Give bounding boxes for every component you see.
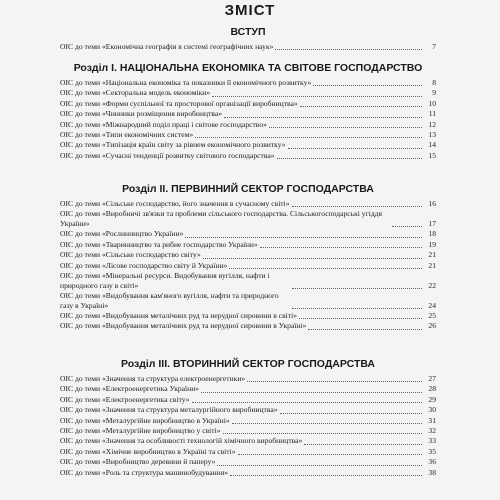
toc-entry[interactable]: [60, 447, 436, 457]
toc-entry-text: ОІС до теми «Типи економічних систем»: [60, 130, 194, 140]
toc-entry-text: ОІС до теми «Рослинництво України»: [60, 229, 184, 239]
toc-entry[interactable]: [60, 436, 436, 446]
toc-entry[interactable]: [60, 468, 436, 478]
dot-leader: [288, 147, 422, 149]
toc-entry[interactable]: [60, 321, 436, 331]
toc-entry-text: ОІС до теми «Типізація країн світу за рівнем економічного розвитку»: [60, 140, 286, 150]
dot-leader: [201, 391, 422, 393]
toc-entry-text: ОІС до теми «Виробництво деревини й паперу»: [60, 457, 216, 467]
toc-entry-text: ОІС до теми «Видобування металічних руд та нерудної сировини в світі»: [60, 311, 298, 321]
toc-entry-text: ОІС до теми «Металургійне виробництво у світі»: [60, 426, 221, 436]
toc-entry-page: 16: [428, 199, 436, 208]
toc-entry-page: 8: [432, 78, 436, 87]
toc-entry-text: ОІС до теми «Значення та структура металургійного виробництва»: [60, 405, 278, 415]
toc-entry-text: ОІС до теми «Роль та структура машинобудування»: [60, 467, 229, 477]
toc-entry[interactable]: [60, 311, 436, 321]
dot-leader: [212, 95, 422, 97]
toc-entry-page: 13: [428, 130, 436, 140]
section-intro: [60, 26, 436, 52]
toc-entry-text: ОІС до теми «Форми суспільної та просторової організації виробництва»: [60, 98, 298, 108]
dot-leader: [275, 48, 422, 50]
dot-leader: [313, 84, 422, 86]
toc-entry-text: ОІС до теми «Міжнародний поділ праці і світове господарство»: [60, 119, 267, 129]
dot-leader: [308, 328, 422, 330]
toc-entry-text: ОІС до теми «Мінеральні ресурси. Видобування вугілля, нафти і природного газу в світі»: [60, 271, 270, 291]
dot-leader: [300, 105, 422, 107]
toc-entry[interactable]: [60, 395, 436, 405]
section-3: [60, 358, 436, 478]
toc-entry[interactable]: [60, 374, 436, 384]
toc-entry-page: 19: [428, 239, 436, 249]
toc-entry-page: 27: [428, 374, 436, 383]
dot-leader: [185, 236, 422, 238]
toc-entry-page: 28: [428, 384, 436, 394]
toc-entry-text: ОІС до теми «Сільське господарство світу»: [60, 250, 201, 260]
toc-entry[interactable]: [60, 42, 436, 52]
toc-entry-text: ОІС до теми «Електроенергетика світу»: [60, 394, 190, 404]
toc-entry-page: 12: [428, 119, 436, 129]
toc-entry[interactable]: [60, 88, 436, 98]
dot-leader: [392, 225, 422, 227]
toc-entry-page: 7: [432, 42, 436, 51]
toc-entry[interactable]: [60, 291, 436, 311]
toc-entry-page: 10: [428, 98, 436, 108]
toc-entry-page: 22: [428, 280, 436, 290]
toc-entry-text: ОІС до теми «Лісове господарство світу й України»: [60, 260, 228, 270]
section-title: ВСТУП: [230, 26, 266, 38]
toc-entry[interactable]: [60, 151, 436, 161]
page-title: ЗМІСТ: [224, 2, 276, 19]
section-1: [60, 62, 436, 161]
toc-entry-page: 36: [428, 457, 436, 467]
section-2: [60, 183, 436, 332]
toc-entry[interactable]: [60, 426, 436, 436]
toc-entry[interactable]: [60, 250, 436, 260]
toc-entry-page: 17: [428, 219, 436, 228]
toc-entry-page: 14: [428, 140, 436, 150]
dot-leader: [292, 287, 422, 289]
dot-leader: [292, 307, 422, 309]
dot-leader: [229, 267, 422, 269]
toc-entry-page: 35: [428, 446, 436, 456]
toc-entry-page: 21: [428, 260, 436, 270]
toc-entry-page: 15: [428, 150, 436, 160]
dot-leader: [277, 157, 423, 159]
toc-entry[interactable]: [60, 416, 436, 426]
toc-entry-page: 38: [428, 467, 436, 477]
toc-entry-page: 11: [428, 109, 436, 119]
toc-entry-text: ОІС до теми «Металургійне виробництво в Україні»: [60, 415, 230, 425]
toc-entry[interactable]: [60, 240, 436, 250]
dot-leader: [269, 126, 422, 128]
toc-entry-text: ОІС до теми «Видобування кам'яного вугілля, нафти та природного газу в Україні»: [60, 291, 279, 311]
toc-entry[interactable]: [60, 99, 436, 109]
toc-entry-page: 30: [428, 405, 436, 415]
toc-entry-page: 21: [428, 250, 436, 260]
dot-leader: [292, 205, 422, 207]
dot-leader: [223, 432, 423, 434]
toc-entry-text: ОІС до теми «Значення та структура електроенергетики»: [60, 374, 246, 383]
toc-entry[interactable]: [60, 209, 436, 229]
dot-leader: [232, 422, 422, 424]
toc-entry[interactable]: [60, 78, 436, 88]
toc-entry-page: 29: [428, 394, 436, 404]
section-title: Розділ ІІІ. ВТОРИННИЙ СЕКТОР ГОСПОДАРСТВА: [120, 358, 376, 370]
toc-entry[interactable]: [60, 140, 436, 150]
toc-entry-text: ОІС до теми «Сільське господарство, його значення в сучасному світі»: [60, 199, 290, 208]
toc-entry-text: ОІС до теми «Національна економіка та показники її економічного розвитку»: [60, 78, 312, 87]
toc-entry-text: ОІС до теми «Виробничі зв'язки та проблеми сільського господарства. Сільськогосподарські угіддя України»: [60, 209, 383, 229]
dot-leader: [260, 246, 422, 248]
toc-entry-text: ОІС до теми «Економічна географія в системі географічних наук»: [60, 42, 274, 51]
toc-entry-page: 33: [428, 436, 436, 446]
toc-entry-text: ОІС до теми «Електроенергетика України»: [60, 384, 200, 394]
dot-leader: [203, 257, 422, 259]
dot-leader: [192, 401, 422, 403]
toc-entry-text: ОІС до теми «Чинники розміщення виробництва»: [60, 109, 223, 119]
dot-leader: [304, 443, 422, 445]
toc-entry-page: 9: [432, 88, 436, 98]
dot-leader: [247, 380, 422, 382]
toc-entry-page: 25: [428, 311, 436, 321]
toc-entry[interactable]: [60, 109, 436, 119]
toc-entry-text: ОІС до теми «Секторальна модель економіки»: [60, 88, 211, 98]
toc-entry-text: ОІС до теми «Значення та особливості технологій хімічного виробництва»: [60, 436, 303, 446]
toc-entry-page: 31: [428, 415, 436, 425]
toc-entry[interactable]: [60, 229, 436, 239]
dot-leader: [230, 474, 422, 476]
section-title: Розділ І. НАЦІОНАЛЬНА ЕКОНОМІКА ТА СВІТОВЕ ГОСПОДАРСТВО: [73, 62, 423, 74]
toc-entry-page: 26: [428, 321, 436, 331]
toc-entry[interactable]: [60, 261, 436, 271]
toc-entry[interactable]: [60, 120, 436, 130]
toc-entry-text: ОІС до теми «Видобування металічних руд та нерудної сировини в Україні»: [60, 321, 307, 331]
dot-leader: [217, 464, 422, 466]
toc-entry[interactable]: [60, 384, 436, 394]
toc-entry-text: ОІС до теми «Сучасні тенденції розвитку світового господарства»: [60, 150, 275, 160]
dot-leader: [195, 136, 422, 138]
toc-entry[interactable]: [60, 199, 436, 209]
toc-entry-text: ОІС до теми «Тваринництво та рибне господарство України»: [60, 239, 258, 249]
section-title: Розділ ІІ. ПЕРВИННИЙ СЕКТОР ГОСПОДАРСТВА: [122, 183, 374, 195]
toc-entry[interactable]: [60, 271, 436, 291]
dot-leader: [238, 453, 423, 455]
dot-leader: [280, 412, 422, 414]
toc-entry[interactable]: [60, 457, 436, 467]
dot-leader: [299, 317, 422, 319]
dot-leader: [224, 116, 422, 118]
toc-entry[interactable]: [60, 405, 436, 415]
toc-entry-text: ОІС до теми «Хімічне виробництво в Україні та світі»: [60, 446, 236, 456]
toc-entry-page: 18: [428, 229, 436, 239]
toc-entry-page: 32: [428, 426, 436, 436]
toc-entry[interactable]: [60, 130, 436, 140]
toc-entry-page: 24: [428, 300, 436, 310]
